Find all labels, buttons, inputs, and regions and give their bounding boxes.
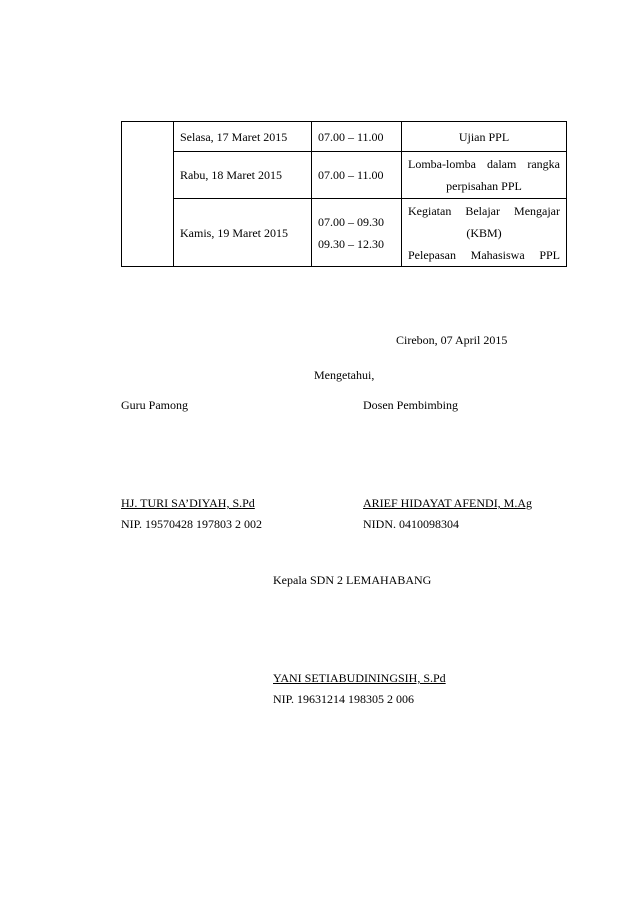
schedule-table	[121, 121, 567, 267]
activity-line: Lomba-lomba dalam rangka	[408, 157, 560, 171]
activity-line: (KBM)	[466, 225, 502, 240]
right-signer-name: ARIEF HIDAYAT AFENDI, M.Ag	[363, 496, 533, 510]
table-row	[122, 122, 567, 152]
day-cell: Selasa, 17 Maret 2015	[174, 122, 312, 152]
head-name: YANI SETIABUDININGSIH, S.Pd	[273, 671, 446, 685]
activity-line: Kegiatan Belajar Mengajar	[408, 203, 560, 218]
head-role: Kepala SDN 2 LEMAHABANG	[273, 573, 432, 587]
activity-cell	[402, 122, 567, 152]
head-id: NIP. 19631214 198305 2 006	[273, 692, 415, 706]
activity-line: perpisahan PPL	[446, 179, 522, 193]
time-line: 09.30 – 12.30	[318, 236, 384, 251]
right-signer-id: NIDN. 0410098304	[363, 517, 459, 531]
day-cell: Kamis, 19 Maret 2015	[174, 199, 312, 267]
day-cell: Rabu, 18 Maret 2015	[174, 152, 312, 199]
number-cell	[122, 122, 174, 267]
left-signer-id: NIP. 19570428 197803 2 002	[121, 517, 263, 531]
time-cell	[312, 199, 402, 267]
activity-line: Ujian PPL	[458, 129, 510, 144]
table-row	[122, 152, 567, 199]
place-date: Cirebon, 07 April 2015	[396, 333, 508, 347]
table-row	[122, 199, 567, 267]
time-line: 07.00 – 09.30	[318, 214, 384, 229]
acknowledged-label: Mengetahui,	[314, 368, 375, 382]
time-cell	[312, 122, 402, 152]
time-cell	[312, 152, 402, 199]
left-signer-role: Guru Pamong	[121, 398, 188, 412]
left-signer-name: HJ. TURI SA’DIYAH, S.Pd	[121, 496, 255, 510]
right-signer-role: Dosen Pembimbing	[363, 398, 458, 412]
activity-cell	[402, 152, 567, 199]
time-line: 07.00 – 11.00	[318, 129, 384, 144]
activity-line: Pelepasan Mahasiswa PPL	[408, 247, 560, 262]
time-line: 07.00 – 11.00	[318, 168, 384, 182]
activity-cell	[402, 199, 567, 267]
